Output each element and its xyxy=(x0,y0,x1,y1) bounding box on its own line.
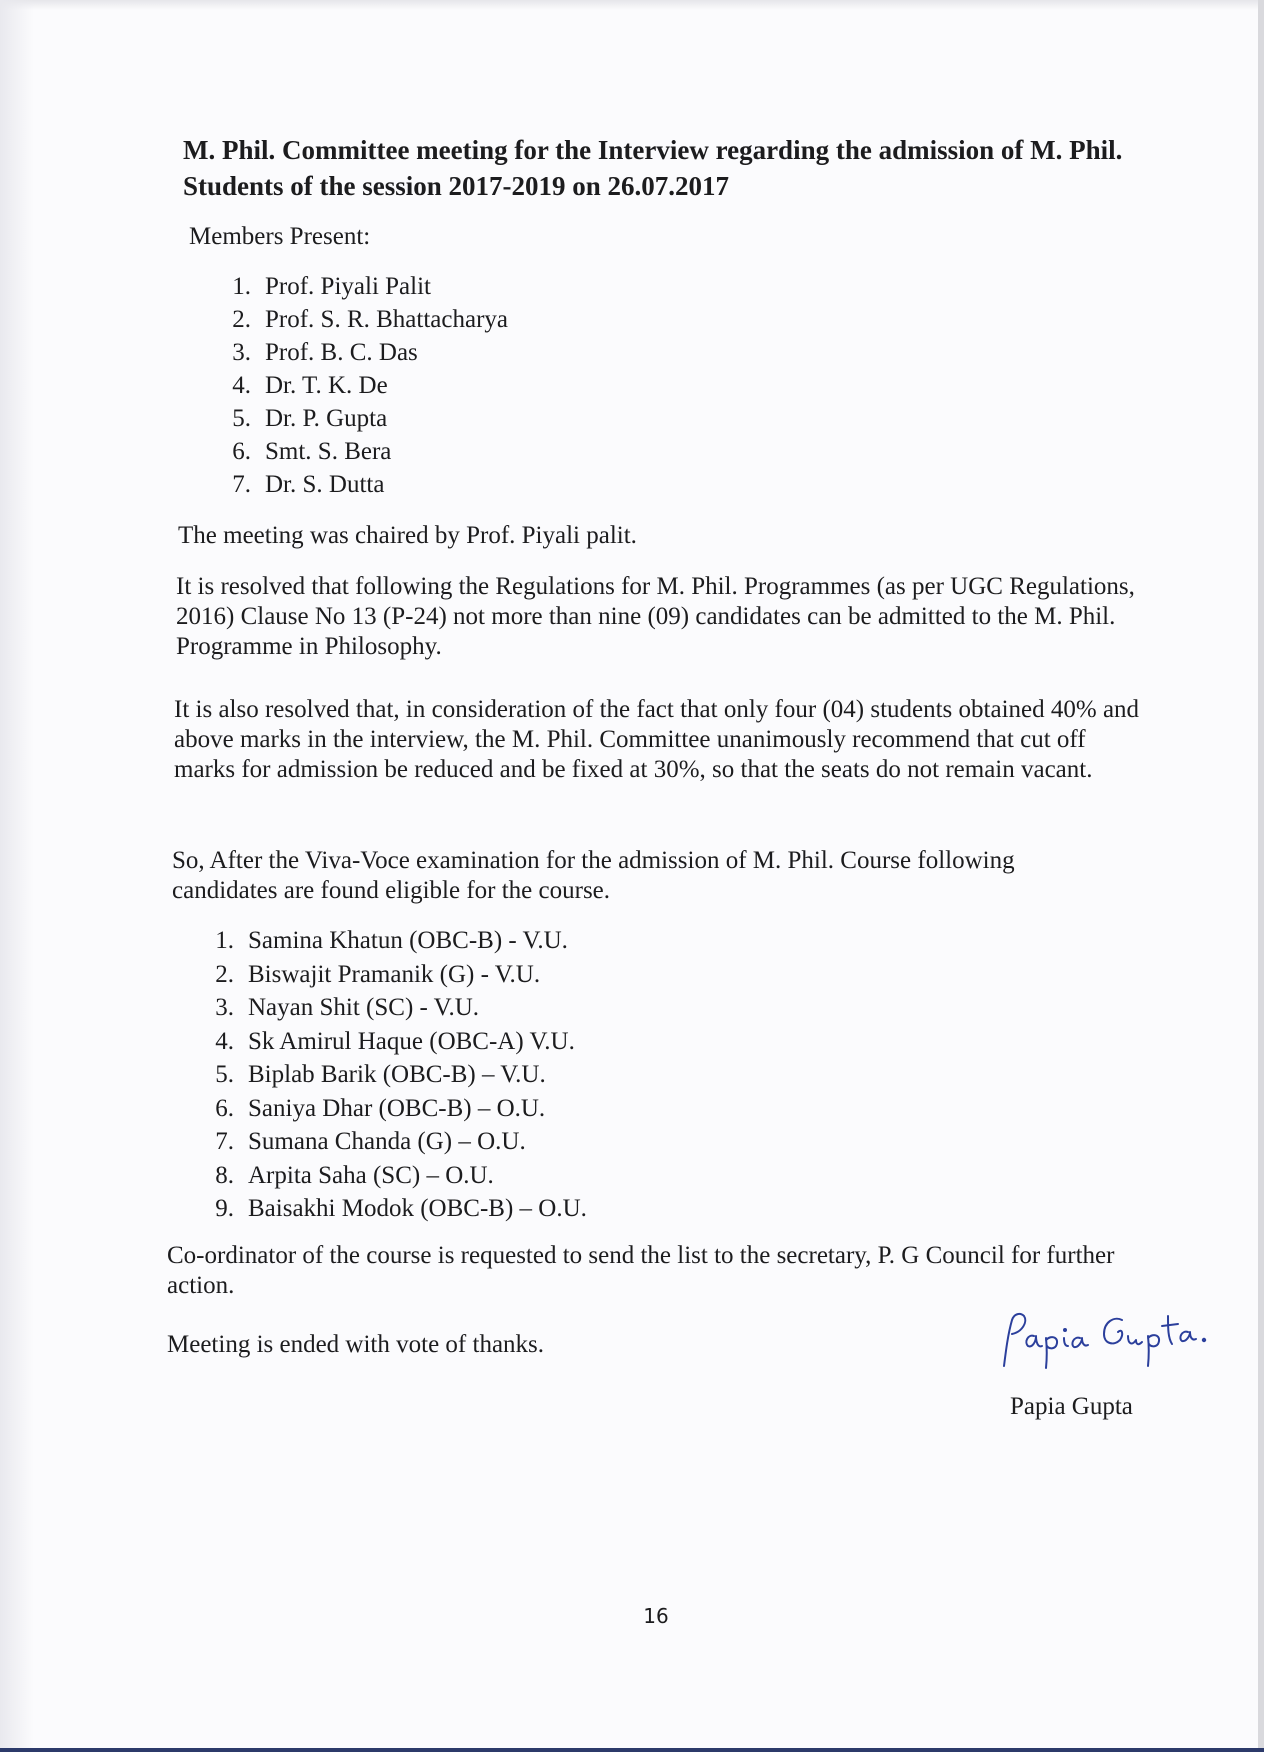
scan-edge-right xyxy=(1258,0,1264,1752)
member-name: Prof. Piyali Palit xyxy=(265,273,431,300)
candidate-name: Arpita Saha (SC) – O.U. xyxy=(248,1161,494,1189)
signatory-name: Papia Gupta xyxy=(1010,1393,1133,1420)
page-number: 16 xyxy=(643,1604,669,1628)
candidate-name: Biplab Barik (OBC-B) – V.U. xyxy=(248,1061,546,1088)
resolution-paragraph-2: It is also resolved that, in consideration of the fact that only four (04) students obtained 40% and above marks in the interview, the M. Phil. Committee unanimously recommend that cut off marks for admission be reduced and be fixed at 30%, so that the seats do not remain vacant. xyxy=(174,696,1140,783)
member-name: Dr. T. K. De xyxy=(265,372,388,399)
member-name: Prof. B. C. Das xyxy=(265,339,418,366)
member-item: 6. Smt. S. Bera xyxy=(232,438,392,465)
candidate-item: 4. Sk Amirul Haque (OBC-A) V.U. xyxy=(215,1027,575,1055)
resolution-paragraph-1: It is resolved that following the Regulations for M. Phil. Programmes (as per UGC Regulations, 2016) Clause No 13 (P-24) not more than nine (09) candidates can be admitted to the M. Phil. Programme in Philosophy. xyxy=(176,573,1135,660)
candidate-item: 2. Biswajit Pramanik (G) - V.U. xyxy=(215,960,541,988)
candidate-name: Biswajit Pramanik (G) - V.U. xyxy=(248,960,541,988)
candidate-name: Sumana Chanda (G) – O.U. xyxy=(248,1128,526,1155)
member-name: Smt. S. Bera xyxy=(265,438,392,465)
candidate-item: 9. Baisakhi Modok (OBC-B) – O.U. xyxy=(215,1195,587,1222)
scan-edge-bottom xyxy=(0,1748,1264,1752)
candidate-item: 3. Nayan Shit (SC) - V.U. xyxy=(215,994,480,1021)
member-item: 2. Prof. S. R. Bhattacharya xyxy=(232,306,509,333)
handwritten-signature xyxy=(990,1302,1230,1372)
member-name: Dr. P. Gupta xyxy=(265,405,388,432)
document-heading: M. Phil. Committee meeting for the Interview regarding the admission of M. Phil. Students of the session 2017-2019 on 26.07.2017 xyxy=(183,135,1123,201)
candidate-item: 6. Saniya Dhar (OBC-B) – O.U. xyxy=(215,1094,546,1122)
members-present-label: Members Present: xyxy=(189,223,371,250)
eligible-intro-paragraph: So, After the Viva-Voce examination for the admission of M. Phil. Course following candidates are found eligible for the course. xyxy=(172,847,1015,904)
candidate-item: 5. Biplab Barik (OBC-B) – V.U. xyxy=(215,1061,546,1088)
candidate-item: 7. Sumana Chanda (G) – O.U. xyxy=(215,1128,526,1155)
members-list xyxy=(213,270,508,501)
member-item: 1. Prof. Piyali Palit xyxy=(232,273,431,300)
member-name: Prof. S. R. Bhattacharya xyxy=(265,306,509,333)
eligible-candidates-list xyxy=(196,924,587,1226)
candidate-item: 8. Arpita Saha (SC) – O.U. xyxy=(215,1161,494,1189)
member-item: 3. Prof. B. C. Das xyxy=(232,339,418,366)
member-name: Dr. S. Dutta xyxy=(265,471,385,498)
candidate-name: Samina Khatun (OBC-B) - V.U. xyxy=(248,927,568,954)
chair-statement: The meeting was chaired by Prof. Piyali palit. xyxy=(178,522,637,549)
member-item: 5. Dr. P. Gupta xyxy=(232,405,388,432)
member-item: 4. Dr. T. K. De xyxy=(232,372,388,399)
coordinator-request-paragraph: Co-ordinator of the course is requested to send the list to the secretary, P. G Council for further action. xyxy=(167,1242,1115,1299)
scan-edge-top xyxy=(0,0,1264,10)
candidate-name: Sk Amirul Haque (OBC-A) V.U. xyxy=(248,1027,575,1055)
candidate-name: Saniya Dhar (OBC-B) – O.U. xyxy=(248,1094,546,1122)
candidate-name: Nayan Shit (SC) - V.U. xyxy=(248,994,480,1021)
member-item: 7. Dr. S. Dutta xyxy=(232,471,385,498)
candidate-name: Baisakhi Modok (OBC-B) – O.U. xyxy=(248,1195,587,1222)
candidate-item: 1. Samina Khatun (OBC-B) - V.U. xyxy=(215,927,568,954)
scan-edge-left xyxy=(0,0,34,1752)
closing-statement: Meeting is ended with vote of thanks. xyxy=(167,1331,545,1358)
